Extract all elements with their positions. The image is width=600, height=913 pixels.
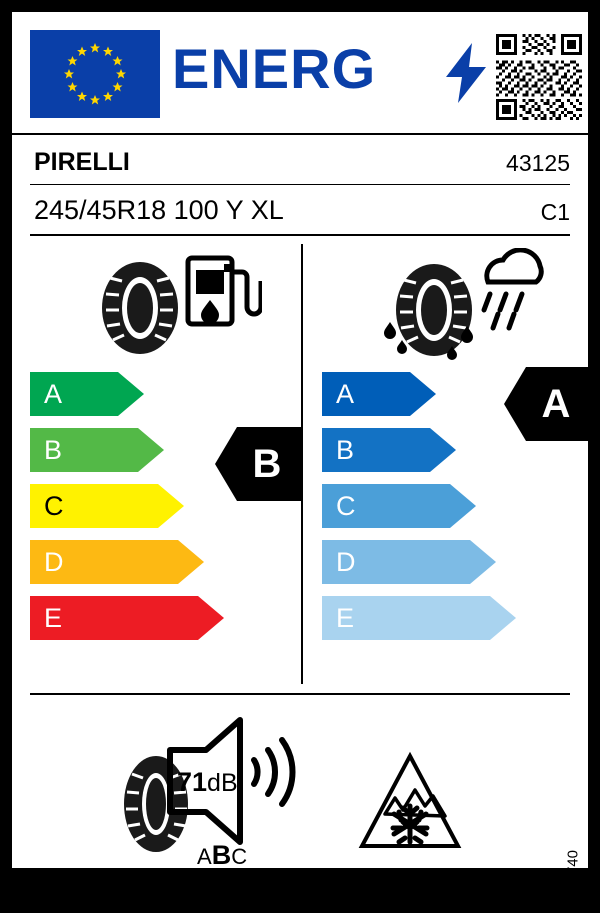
fuel-rating-letter: B [252,442,282,486]
3pmsf-snowflake-icon [357,750,463,856]
tyre-fuel-pump-icon [82,248,262,358]
qr-code-icon [496,34,582,120]
wet-grip-rating [504,367,590,441]
noise-class-scale [197,840,247,871]
tyre-energy-label [10,10,590,913]
lightning-bolt-icon [444,43,488,103]
fuel-class-c-letter: C [44,491,64,521]
wet-class-a-letter: A [336,379,355,409]
noise-class-b: B [211,840,232,870]
fuel-efficiency-rating [215,427,301,501]
tyre-rain-cloud-icon [372,248,552,368]
noise-db-unit: dB [207,769,238,797]
eu-flag-icon [30,30,160,118]
fuel-class-e-letter: E [44,603,63,633]
tyre-class: C1 [540,199,570,225]
fuel-class-d-letter: D [44,547,64,577]
noise-db-number: 71 [177,767,208,797]
wet-class-d-letter: D [336,547,356,577]
header-divider [12,133,588,135]
wet-class-c-letter: C [336,491,356,521]
regulation-reference: 2020/740 [565,850,582,913]
tyre-size: 245/45R18 100 Y XL [34,195,284,225]
size-divider [30,234,570,236]
noise-divider [30,693,570,695]
brand-name: PIRELLI [34,148,130,176]
fuel-class-b-letter: B [44,435,63,465]
noise-value [177,767,238,798]
label-header [12,12,588,131]
vertical-divider [301,244,303,684]
wet-class-e-letter: E [336,603,355,633]
brand-divider [30,184,570,185]
noise-class-c: C [231,844,248,869]
fuel-class-a-letter: A [44,379,63,409]
wet-rating-letter: A [541,382,571,426]
type-code: 43125 [506,150,570,176]
noise-class-a: A [197,844,212,869]
energy-wordmark: ENERG [172,37,377,100]
eu-stars [30,30,160,118]
wet-class-b-letter: B [336,435,355,465]
